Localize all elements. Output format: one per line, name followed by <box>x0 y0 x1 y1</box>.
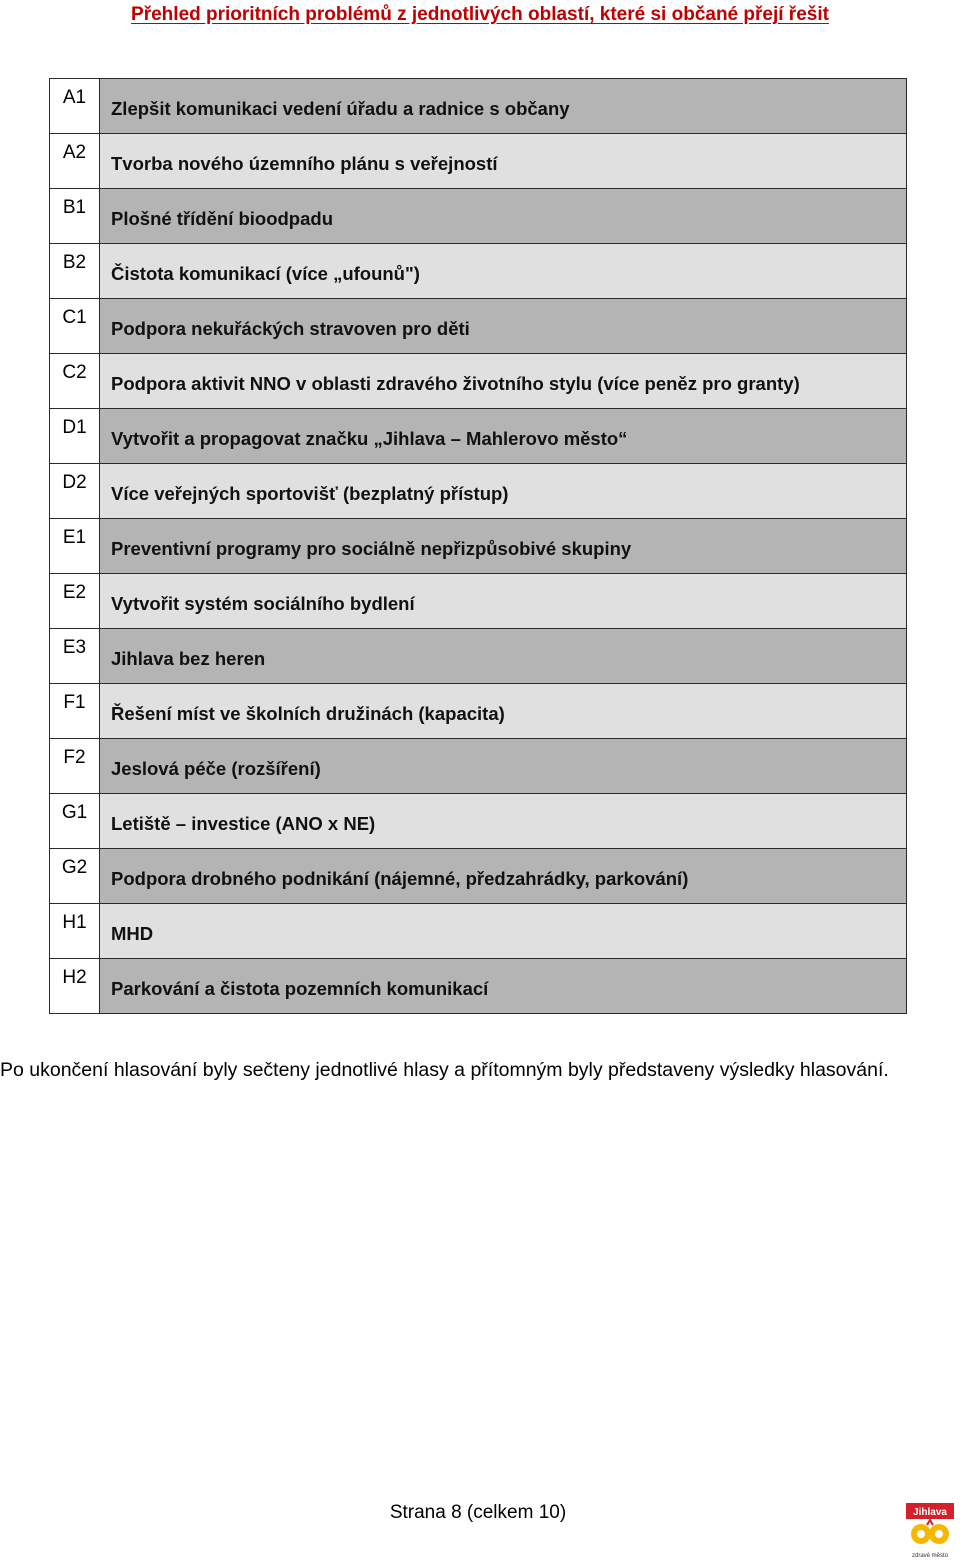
logo-subtitle: zdravé město <box>911 1553 949 1559</box>
problem-code: D1 <box>50 409 100 464</box>
problem-text: Vytvořit a propagovat značku „Jihlava – Mahlerovo město“ <box>100 409 907 464</box>
problem-text: Řešení míst ve školních družinách (kapacita) <box>100 684 907 739</box>
table-row <box>50 519 907 574</box>
table-row <box>50 794 907 849</box>
table-row <box>50 849 907 904</box>
problem-text: Letiště – investice (ANO x NE) <box>100 794 907 849</box>
table-row <box>50 629 907 684</box>
problem-code: A2 <box>50 134 100 189</box>
problem-text: Parkování a čistota pozemních komunikací <box>100 959 907 1014</box>
table-row <box>50 464 907 519</box>
problem-code: B1 <box>50 189 100 244</box>
problem-text: Vytvořit systém sociálního bydlení <box>100 574 907 629</box>
problem-text: Podpora aktivit NNO v oblasti zdravého životního stylu (více peněz pro granty) <box>100 354 907 409</box>
problem-code: H2 <box>50 959 100 1014</box>
logo-circle-right-hole <box>935 1530 943 1538</box>
problem-text: Více veřejných sportovišť (bezplatný přístup) <box>100 464 907 519</box>
table-row <box>50 134 907 189</box>
problem-code: C1 <box>50 299 100 354</box>
problem-text: Podpora drobného podnikání (nájemné, předzahrádky, parkování) <box>100 849 907 904</box>
problem-text: Zlepšit komunikaci vedení úřadu a radnice s občany <box>100 79 907 134</box>
logo-accent <box>927 1520 933 1525</box>
problem-code: E3 <box>50 629 100 684</box>
problem-code: F1 <box>50 684 100 739</box>
problem-code: G1 <box>50 794 100 849</box>
problem-code: G2 <box>50 849 100 904</box>
table-row <box>50 739 907 794</box>
problem-code: C2 <box>50 354 100 409</box>
problem-code: F2 <box>50 739 100 794</box>
problem-code: D2 <box>50 464 100 519</box>
problem-text: Preventivní programy pro sociálně nepřizpůsobivé skupiny <box>100 519 907 574</box>
problem-text: Podpora nekuřáckých stravoven pro děti <box>100 299 907 354</box>
table-row <box>50 904 907 959</box>
problem-text: Plošné třídění bioodpadu <box>100 189 907 244</box>
table-row <box>50 354 907 409</box>
problem-code: H1 <box>50 904 100 959</box>
table-row <box>50 244 907 299</box>
problem-code: A1 <box>50 79 100 134</box>
voting-note: Po ukončení hlasování byly sečteny jednotlivé hlasy a přítomným byly představeny výsledky hlasování. <box>0 1059 889 1081</box>
page-heading: Přehled prioritních problémů z jednotlivých oblastí, které si občané přejí řešit <box>131 4 829 25</box>
problem-code: E2 <box>50 574 100 629</box>
logo-graphic <box>906 1503 954 1561</box>
problem-text: Tvorba nového územního plánu s veřejností <box>100 134 907 189</box>
jihlava-logo-icon <box>906 1503 954 1561</box>
problem-text: Jeslová péče (rozšíření) <box>100 739 907 794</box>
table-row <box>50 684 907 739</box>
table-row <box>50 79 907 134</box>
problem-text: Čistota komunikací (více „ufounů") <box>100 244 907 299</box>
problem-code: B2 <box>50 244 100 299</box>
logo-circle-left-hole <box>917 1530 925 1538</box>
table-row <box>50 959 907 1014</box>
page-number: Strana 8 (celkem 10) <box>389 1502 567 1523</box>
logo-title: Jihlava <box>913 1507 947 1518</box>
problem-text: MHD <box>100 904 907 959</box>
table-row <box>50 574 907 629</box>
table-row <box>50 409 907 464</box>
problem-text: Jihlava bez heren <box>100 629 907 684</box>
priority-problems-table <box>49 78 907 1014</box>
table-row <box>50 189 907 244</box>
table-row <box>50 299 907 354</box>
problem-code: E1 <box>50 519 100 574</box>
